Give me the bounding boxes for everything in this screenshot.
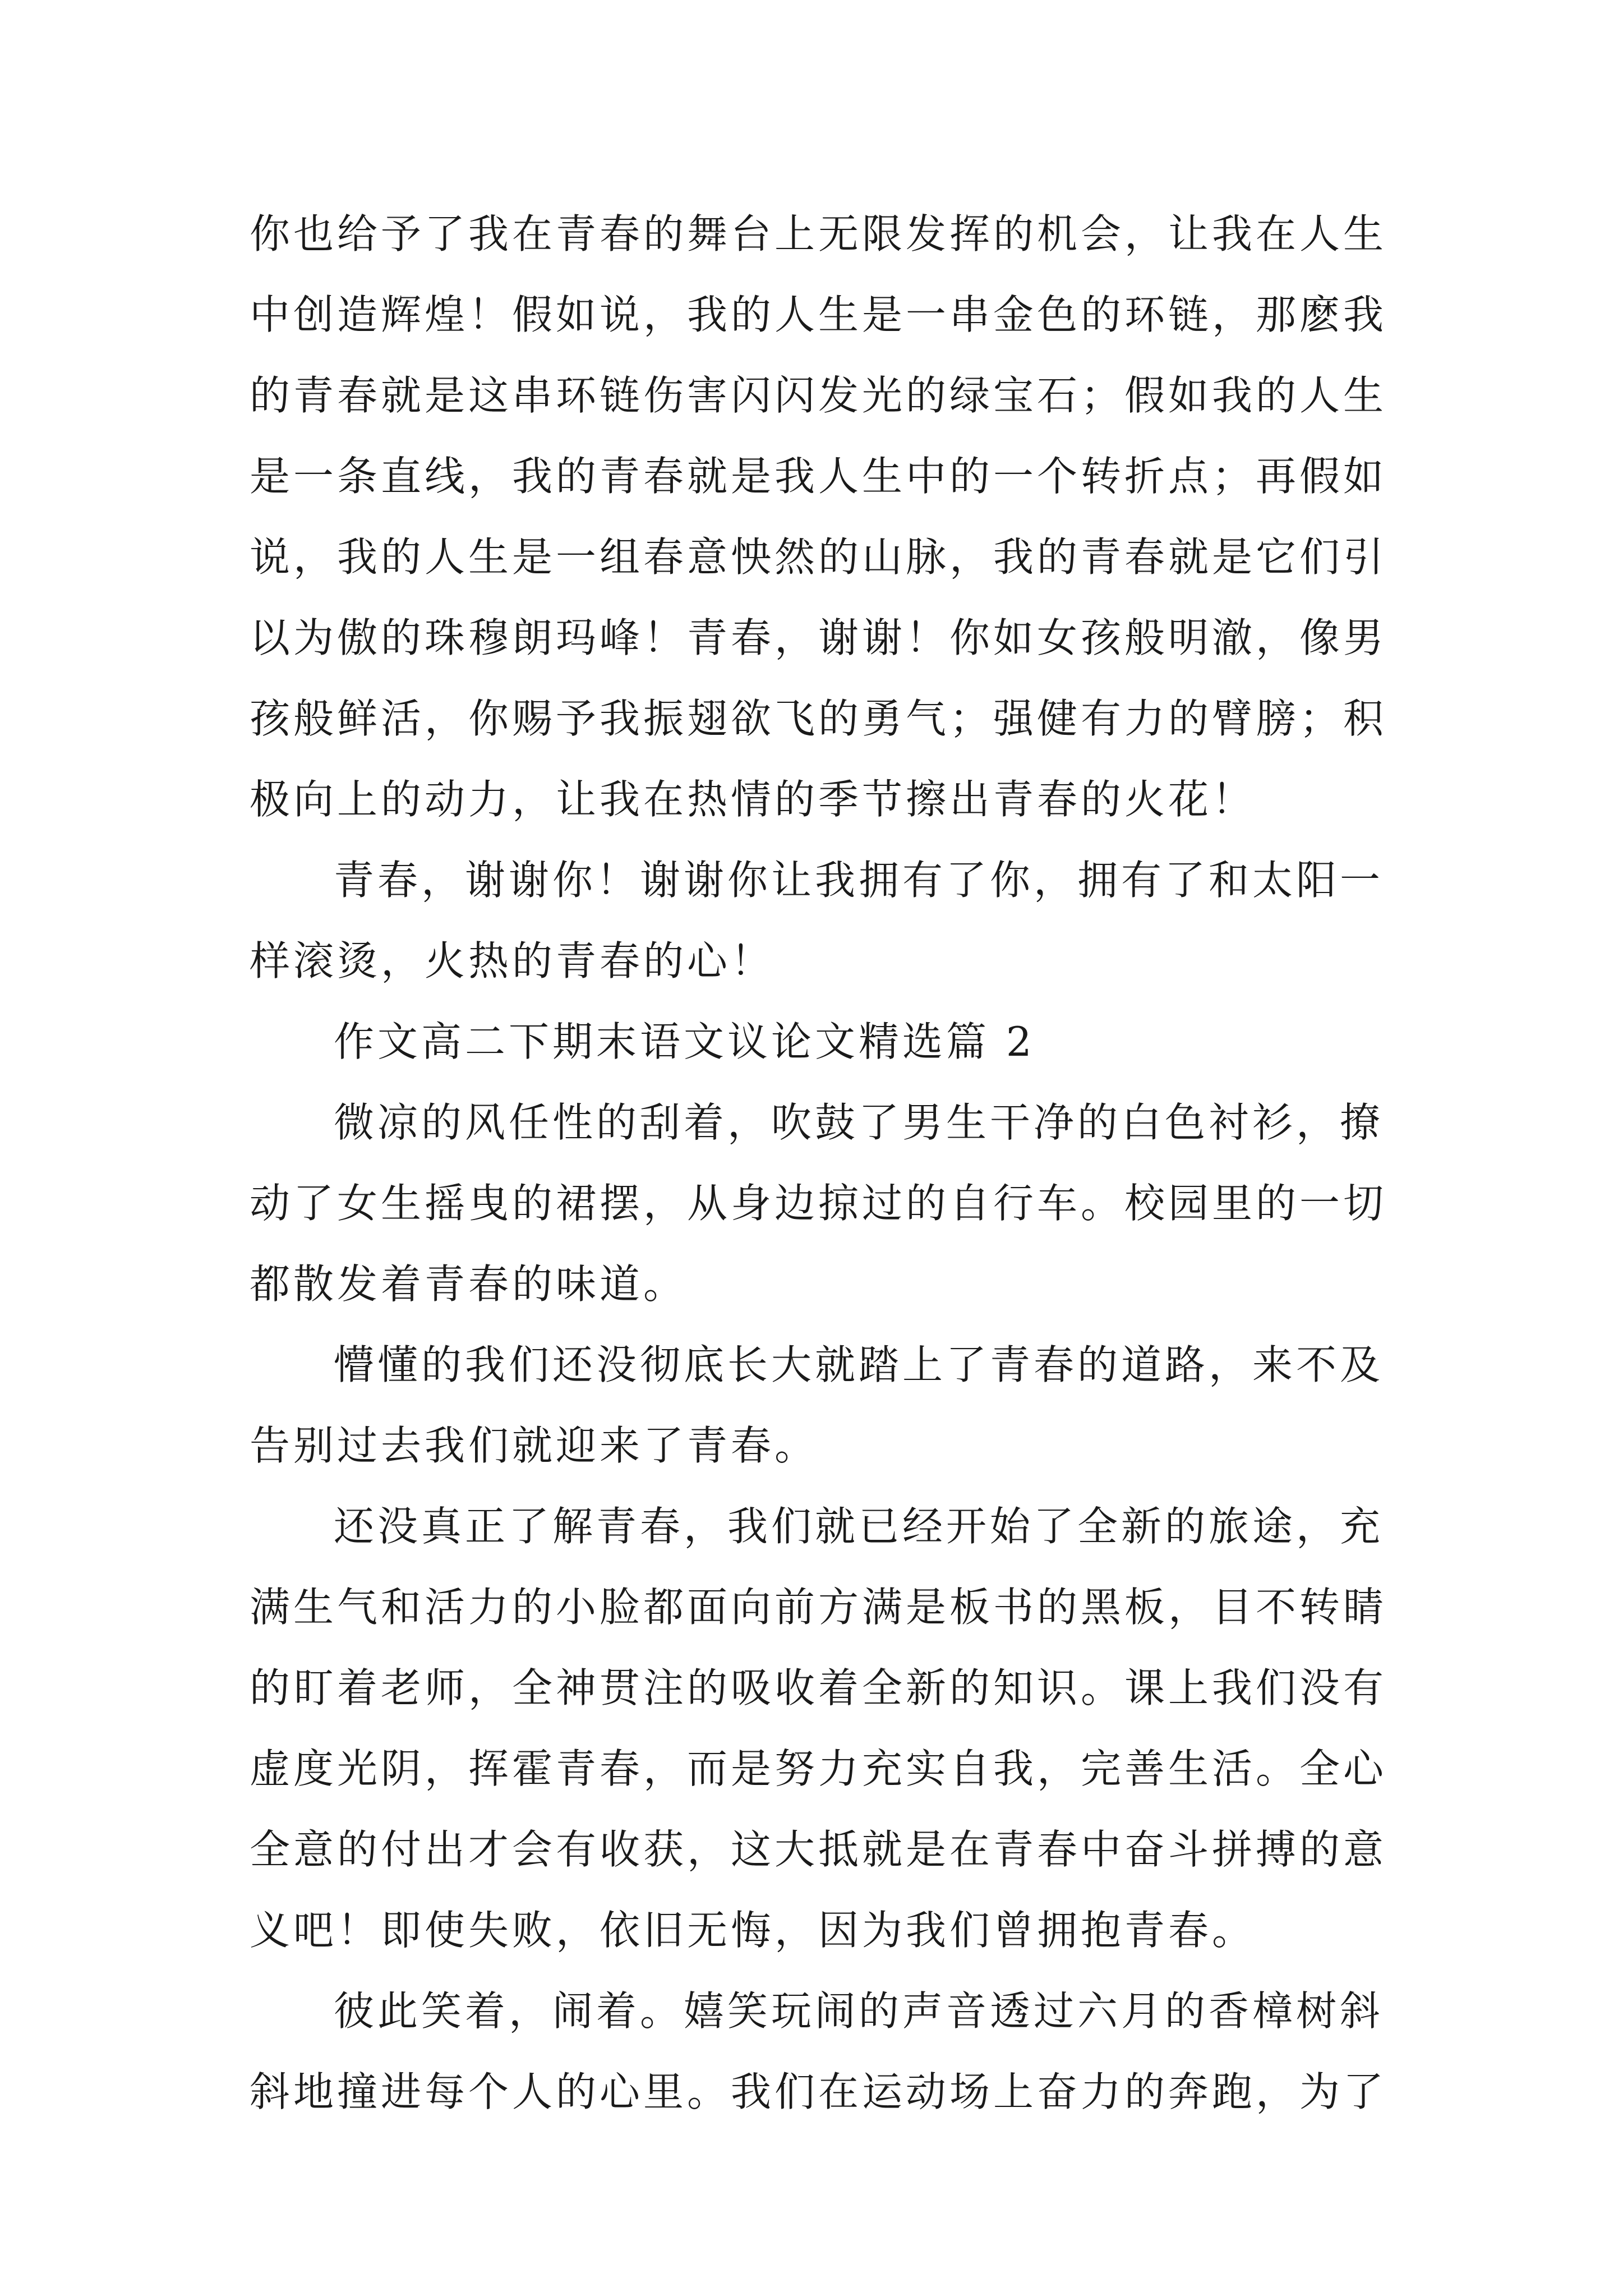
text-line: 孩般鲜活，你赐予我振翅欲飞的勇气；强健有力的臂膀；积	[250, 695, 1387, 742]
section-heading: 作文高二下期末语文议论文精选篇 2	[334, 1018, 1035, 1065]
text-line: 满生气和活力的小脸都面向前方满是板书的黑板，目不转睛	[250, 1584, 1387, 1631]
paragraph-start-line: 懵懂的我们还没彻底长大就踏上了青春的道路，来不及	[334, 1341, 1384, 1388]
document-body	[250, 194, 1388, 2132]
paragraph-start-line: 彼此笑着，闹着。嬉笑玩闹的声音透过六月的香樟树斜	[334, 1987, 1384, 2035]
text-line: 斜地撞进每个人的心里。我们在运动场上奋力的奔跑，为了	[250, 2068, 1387, 2115]
text-line: 样滚烫，火热的青春的心！	[250, 937, 775, 984]
paragraph-start-line: 微凉的风任性的刮着，吹鼓了男生干净的白色衬衫，撩	[334, 1099, 1384, 1146]
text-line: 义吧！即使失败，依旧无悔，因为我们曾拥抱青春。	[250, 1907, 1256, 1954]
paragraph-start-line: 还没真正了解青春，我们就已经开始了全新的旅途，充	[334, 1503, 1384, 1550]
text-line: 以为傲的珠穆朗玛峰！青春，谢谢！你如女孩般明澈，像男	[250, 614, 1387, 661]
text-line: 你也给予了我在青春的舞台上无限发挥的机会，让我在人生	[250, 210, 1387, 257]
text-line: 虚度光阴，挥霍青春，而是努力充实自我，完善生活。全心	[250, 1745, 1387, 1792]
text-line: 是一条直线，我的青春就是我人生中的一个转折点；再假如	[250, 453, 1387, 500]
paragraph-start-line: 青春，谢谢你！谢谢你让我拥有了你，拥有了和太阳一	[334, 857, 1384, 904]
text-line: 说，我的人生是一组春意怏然的山脉，我的青春就是它们引	[250, 533, 1387, 581]
text-line: 都散发着青春的味道。	[250, 1260, 688, 1308]
text-line: 的盯着老师，全神贯注的吸收着全新的知识。课上我们没有	[250, 1664, 1387, 1711]
text-line: 动了女生摇曳的裙摆，从身边掠过的自行车。校园里的一切	[250, 1180, 1387, 1227]
text-line: 极向上的动力，让我在热情的季节擦出青春的火花！	[250, 776, 1256, 823]
text-line: 告别过去我们就迎来了青春。	[250, 1422, 819, 1469]
text-line: 的青春就是这串环链伤害闪闪发光的绿宝石；假如我的人生	[250, 372, 1387, 419]
text-line: 全意的付出才会有收获，这大抵就是在青春中奋斗拼搏的意	[250, 1826, 1387, 1873]
text-line: 中创造辉煌！假如说，我的人生是一串金色的环链，那麽我	[250, 291, 1387, 338]
